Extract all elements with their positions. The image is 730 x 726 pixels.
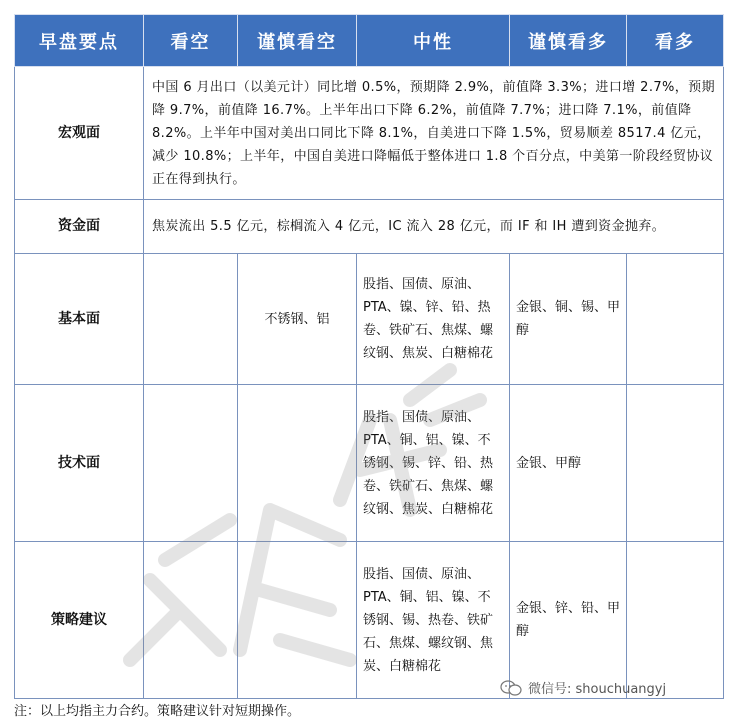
footnote: 注：以上均指主力合约。策略建议针对短期操作。 [14, 704, 301, 719]
funds-text: 焦炭流出 5.5 亿元，棕榈流入 4 亿元，IC 流入 28 亿元，而 IF 和 IH 遭到资金抛弃。 [144, 200, 724, 254]
header-cautious-bullish: 谨慎看多 [510, 15, 627, 67]
header-morning-points: 早盘要点 [15, 15, 144, 67]
technical-row [15, 385, 724, 542]
fundamental-neutral: 股指、国债、原油、PTA、镍、锌、铅、热卷、铁矿石、焦煤、螺纹钢、焦炭、白糖棉花 [357, 254, 510, 385]
funds-row [15, 200, 724, 254]
wechat-icon [500, 679, 522, 697]
macro-row [15, 67, 724, 200]
strategy-bearish [144, 542, 238, 699]
market-outlook-table [14, 14, 724, 699]
fundamental-row [15, 254, 724, 385]
technical-cautious-bullish: 金银、甲醇 [510, 385, 627, 542]
strategy-neutral: 股指、国债、原油、PTA、铜、铝、镍、不锈钢、锡、热卷、铁矿石、焦煤、螺纹钢、焦炭、白糖棉花 [357, 542, 510, 699]
technical-cautious-bearish [238, 385, 357, 542]
strategy-row [15, 542, 724, 699]
fundamental-bearish [144, 254, 238, 385]
strategy-cautious-bearish [238, 542, 357, 699]
wechat-watermark [500, 678, 666, 697]
header-bullish: 看多 [627, 15, 724, 67]
wechat-id: 微信号: shouchuangyj [528, 682, 667, 697]
header-neutral: 中性 [357, 15, 510, 67]
header-bearish: 看空 [144, 15, 238, 67]
technical-bullish [627, 385, 724, 542]
macro-text: 中国 6 月出口（以美元计）同比增 0.5%，预期降 2.9%，前值降 3.3%；进口增 2.7%，预期降 9.7%，前值降 16.7%。上半年出口下降 6.2%，前值降 7.7%；进口降 7.1%，前值降 8.2%。上半年中国对美出口同比下降 8.1%，自美进口下降 1.5%，贸易顺差 8517.4 亿元，减少 10.8%；上半年，中国自美进口降幅低于整体进口 1.8 个百分点，中美第一阶段经贸协议正在得到执行。 [144, 67, 724, 200]
technical-bearish [144, 385, 238, 542]
strategy-cautious-bullish: 金银、锌、铅、甲醇 [510, 542, 627, 699]
header-row [15, 15, 724, 67]
header-cautious-bearish: 谨慎看空 [238, 15, 357, 67]
fundamental-cautious-bearish: 不锈钢、铝 [238, 254, 357, 385]
strategy-bullish [627, 542, 724, 699]
fundamental-label: 基本面 [15, 254, 144, 385]
fundamental-bullish [627, 254, 724, 385]
macro-label: 宏观面 [15, 67, 144, 200]
technical-label: 技术面 [15, 385, 144, 542]
technical-neutral: 股指、国债、原油、PTA、铜、铝、镍、不锈钢、锡、锌、铅、热卷、铁矿石、焦煤、螺纹钢、焦炭、白糖棉花 [357, 385, 510, 542]
funds-label: 资金面 [15, 200, 144, 254]
fundamental-cautious-bullish: 金银、铜、锡、甲醇 [510, 254, 627, 385]
strategy-label: 策略建议 [15, 542, 144, 699]
